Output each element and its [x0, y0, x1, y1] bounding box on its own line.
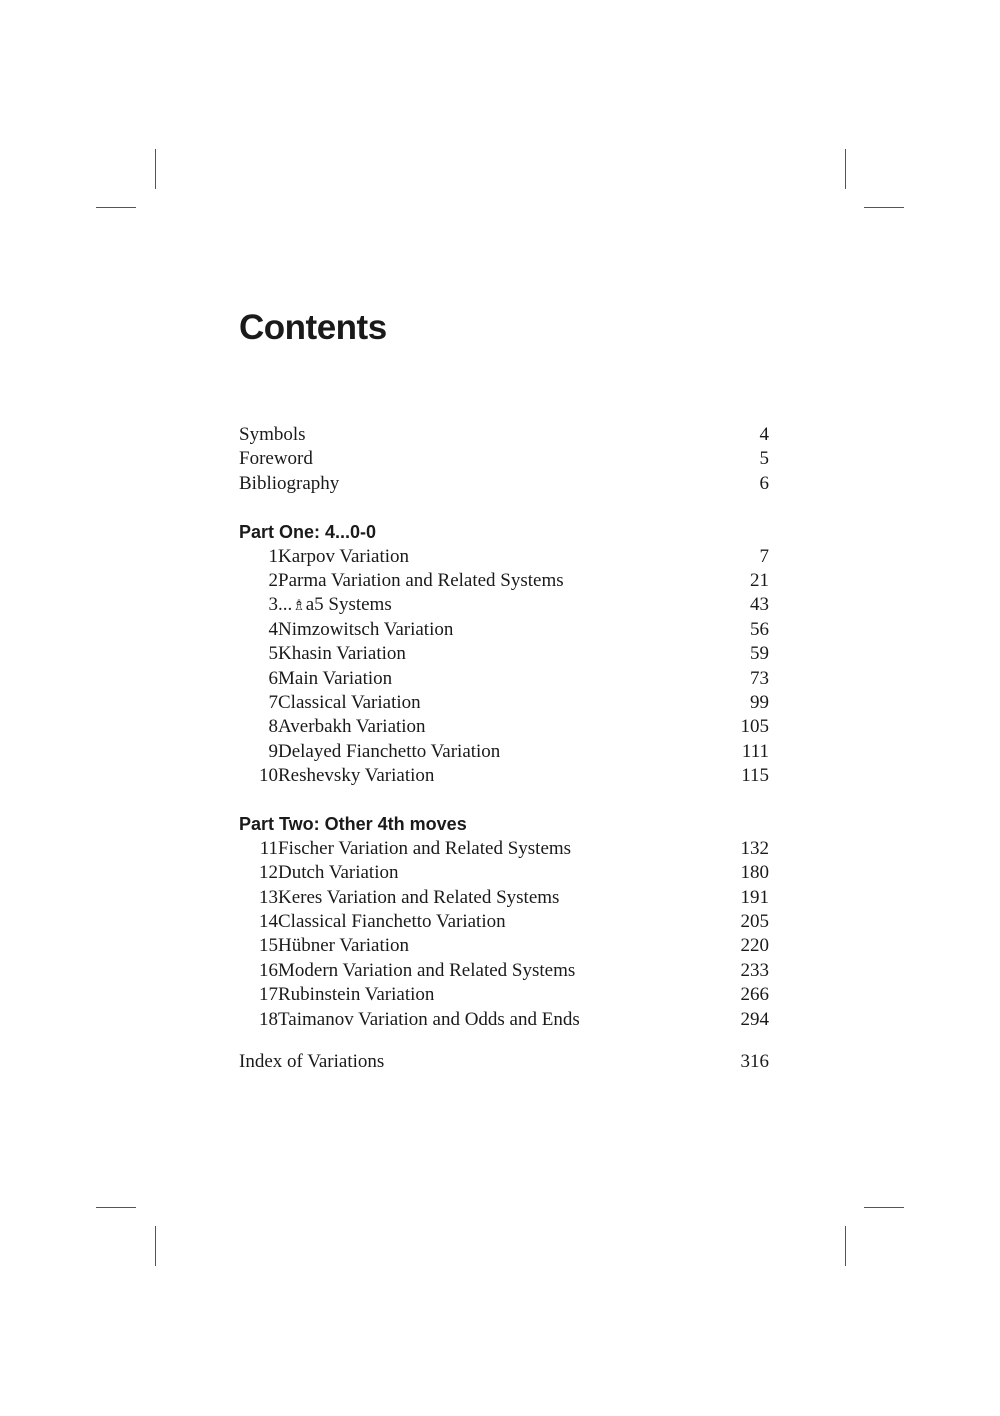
chapter-entry [239, 959, 769, 983]
back-matter [239, 1050, 769, 1074]
chapter-page: 73 [750, 667, 769, 689]
chapter-entry [239, 910, 769, 934]
crop-mark-bottom-left-horizontal [96, 1207, 136, 1208]
chapter-entry [239, 1008, 769, 1032]
chapter-page: 59 [750, 643, 769, 665]
chapter-entry [239, 715, 769, 739]
crop-mark-top-left-vertical [155, 149, 156, 189]
entry-page: 5 [759, 448, 769, 470]
chapter-entry [239, 934, 769, 958]
entry-label: Foreword [239, 448, 313, 470]
chapter-entry [239, 764, 769, 788]
chapter-number: 13 [259, 886, 278, 908]
bishop-icon: ♗ [292, 598, 306, 615]
chapter-entry [239, 691, 769, 715]
chapter-title: Dutch Variation [278, 862, 399, 884]
chapter-entry [239, 740, 769, 764]
chapter-page: 191 [740, 886, 769, 908]
toc-entry [239, 1050, 769, 1074]
chapter-title: Hübner Variation [278, 935, 410, 957]
chapter-entry [239, 545, 769, 569]
chapter-entry [239, 983, 769, 1007]
chapter-title: Fischer Variation and Related Systems [278, 837, 572, 859]
chapter-number: 15 [259, 935, 278, 957]
chapter-entry [239, 861, 769, 885]
chapter-number: 5 [268, 643, 278, 665]
chapter-number: 14 [259, 911, 278, 933]
crop-mark-top-right-vertical [845, 149, 846, 189]
chapter-page: 111 [741, 740, 769, 762]
chapter-title: Delayed Fianchetto Variation [278, 740, 501, 762]
chapter-title: Khasin Variation [278, 643, 406, 665]
chapter-number: 7 [268, 691, 278, 713]
chapter-title: Keres Variation and Related Systems [278, 886, 560, 908]
toc-entry [239, 423, 769, 447]
chapter-number: 17 [259, 984, 278, 1006]
crop-mark-bottom-right-vertical [845, 1226, 846, 1266]
chapter-page: 220 [740, 935, 769, 957]
crop-mark-top-right-horizontal [864, 207, 904, 208]
chapter-page: 294 [740, 1008, 769, 1030]
chapter-number: 6 [268, 667, 278, 689]
chapter-number: 8 [268, 716, 278, 738]
chapter-page: 205 [740, 911, 769, 933]
chapter-page: 266 [740, 984, 769, 1006]
entry-label: Bibliography [239, 472, 340, 494]
entry-page: 6 [759, 472, 769, 494]
front-matter [239, 423, 769, 496]
chapter-title: Classical Fianchetto Variation [278, 911, 506, 933]
chapter-number: 1 [268, 545, 278, 567]
chapter-number: 9 [268, 740, 278, 762]
chapter-title: ...♗a5 Systems [278, 594, 392, 616]
chapter-title: Classical Variation [278, 691, 421, 713]
crop-mark-top-left-horizontal [96, 207, 136, 208]
chapter-entry [239, 618, 769, 642]
chapter-number: 16 [259, 959, 278, 981]
chapter-entry [239, 642, 769, 666]
chapter-title: Modern Variation and Related Systems [278, 959, 576, 981]
chapter-entry [239, 837, 769, 861]
chapter-title: Karpov Variation [278, 545, 410, 567]
chapter-page: 233 [740, 959, 769, 981]
entry-page: 316 [740, 1050, 769, 1072]
chapter-title: Parma Variation and Related Systems [278, 569, 564, 591]
page-title: Contents [239, 308, 387, 347]
chapter-page: 21 [750, 569, 769, 591]
toc-entry [239, 472, 769, 496]
chapter-entry [239, 569, 769, 593]
chapter-page: 7 [759, 545, 769, 567]
chapter-page: 105 [740, 716, 769, 738]
chapter-entry [239, 593, 769, 617]
entry-page: 4 [759, 424, 769, 445]
entry-label: Symbols [239, 424, 306, 445]
chapter-title: Nimzowitsch Variation [278, 618, 454, 640]
chapter-number: 3 [268, 594, 278, 616]
part-heading: Part One: 4...0-0 [239, 522, 377, 543]
chapter-page: 132 [740, 837, 769, 859]
chapter-number: 18 [259, 1008, 278, 1030]
chapter-title: Reshevsky Variation [278, 765, 435, 787]
toc-entry [239, 447, 769, 471]
crop-mark-bottom-right-horizontal [864, 1207, 904, 1208]
chapter-entry [239, 667, 769, 691]
chapter-page: 180 [740, 862, 769, 884]
chapter-title: Rubinstein Variation [278, 984, 435, 1006]
chapter-page: 115 [741, 765, 769, 787]
chapter-title: Main Variation [278, 667, 393, 689]
chapter-number: 12 [259, 862, 278, 884]
chapter-title: Taimanov Variation and Odds and Ends [278, 1008, 580, 1030]
chapter-number: 4 [268, 618, 278, 640]
chapter-page: 56 [750, 618, 769, 640]
part-one [239, 520, 769, 788]
part-two [239, 812, 769, 1032]
chapter-page: 99 [750, 691, 769, 713]
part-heading: Part Two: Other 4th moves [239, 814, 467, 835]
chapter-title: Averbakh Variation [278, 716, 426, 738]
chapter-entry [239, 886, 769, 910]
chapter-number: 2 [268, 569, 278, 591]
entry-label: Index of Variations [239, 1050, 385, 1072]
chapter-page: 43 [750, 594, 769, 616]
table-of-contents [239, 423, 769, 1074]
chapter-number: 10 [259, 765, 278, 787]
chapter-number: 11 [259, 837, 278, 859]
crop-mark-bottom-left-vertical [155, 1226, 156, 1266]
